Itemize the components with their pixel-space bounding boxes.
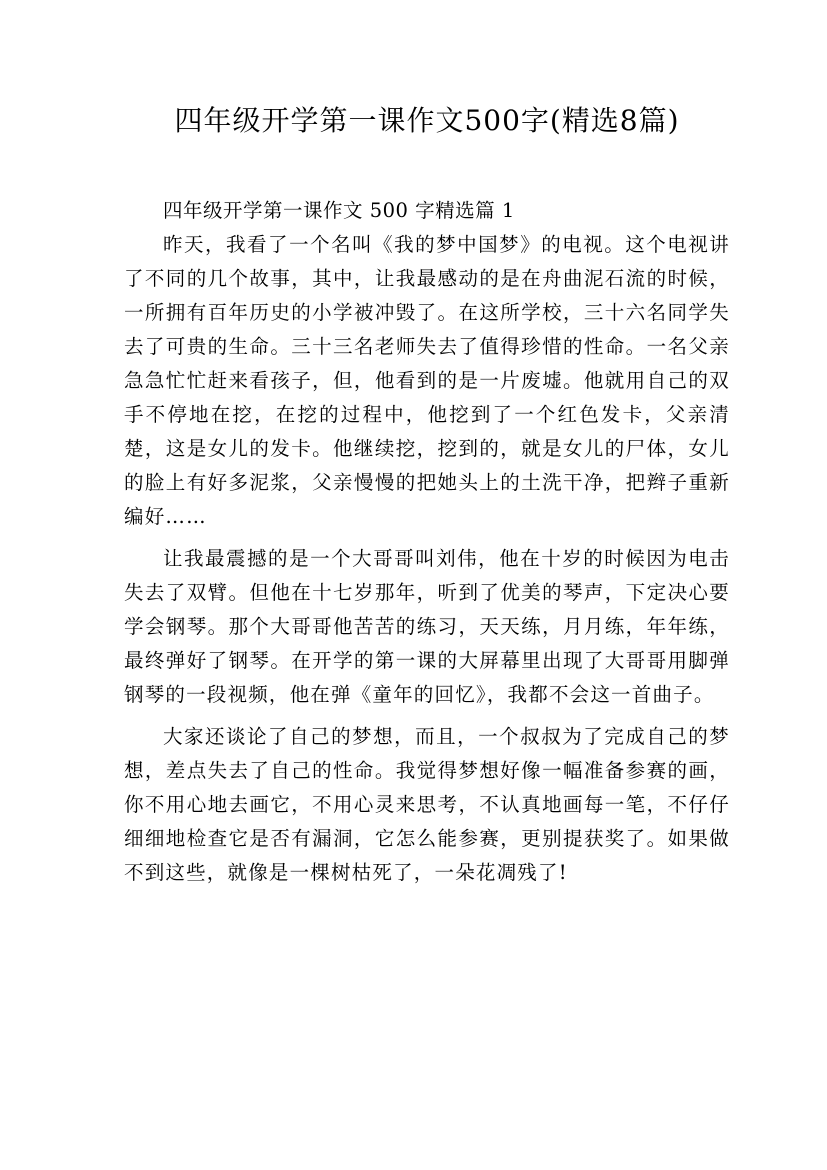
paragraph: 昨天，我看了一个名叫《我的梦中国梦》的电视。这个电视讲了不同的几个故事，其中，让我最感动的是在舟曲泥石流的时候，一所拥有百年历史的小学被冲毁了。在这所学校，三十六名同学失去了可贵的生命。三十三名老师失去了值得珍惜的性命。一名父亲急急忙忙赶来看孩子，但，他看到的是一片废墟。他就用自己的双手不停地在挖，在挖的过程中，他挖到了一个红色发卡，父亲清楚，这是女儿的发卡。他继续挖，挖到的，就是女儿的尸体，女儿的脸上有好多泥浆，父亲慢慢的把她头上的土洗干净，把辫子重新编好……: [124, 233, 730, 528]
document-title: 四年级开学第一课作文500字(精选8篇): [174, 104, 680, 137]
article-body: [124, 194, 730, 890]
paragraph: 让我最震撼的是一个大哥哥叫刘伟，他在十岁的时候因为电击失去了双臂。但他在十七岁那年，听到了优美的琴声，下定决心要学会钢琴。那个大哥哥他苦苦的练习，天天练，月月练，年年练，最终弹好了钢琴。在开学的第一课的大屏幕里出现了大哥哥用脚弹钢琴的一段视频，他在弹《童年的回忆》，我都不会这一首曲子。: [124, 547, 730, 706]
section-heading: 四年级开学第一课作文 500 字精选篇 1: [163, 199, 515, 222]
paragraph: 大家还谈论了自己的梦想，而且，一个叔叔为了完成自己的梦想，差点失去了自己的性命。我觉得梦想好像一幅准备参赛的画，你不用心地去画它，不用心灵来思考，不认真地画每一笔，不仔仔细细地检查它是否有漏洞，它怎么能参赛，更别提获奖了。如果做不到这些，就像是一棵树枯死了，一朵花凋残了!: [124, 725, 730, 884]
